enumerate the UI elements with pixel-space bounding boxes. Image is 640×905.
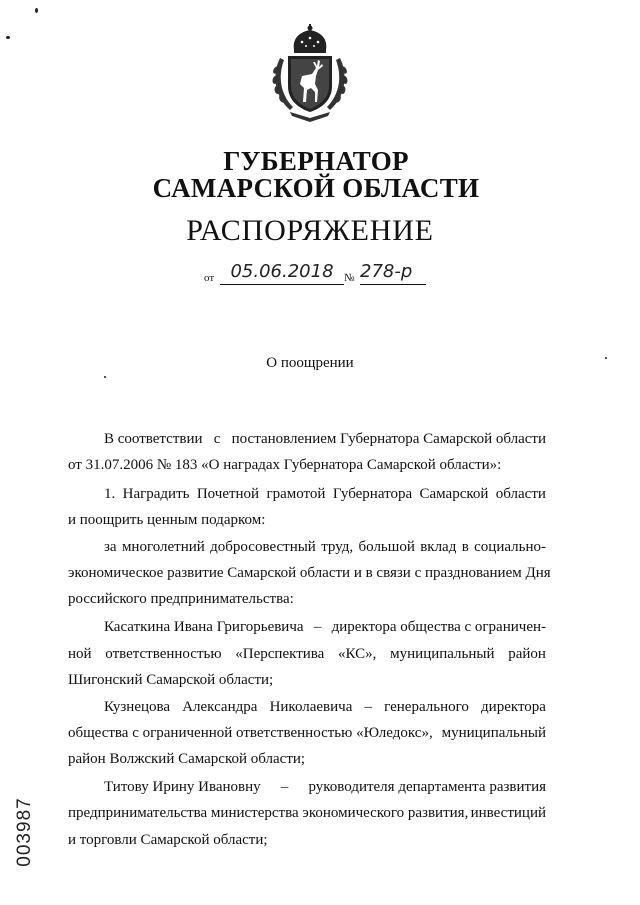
body-line	[104, 617, 546, 637]
text-fragment: Александра	[182, 699, 258, 715]
coat-of-arms-emblem	[266, 24, 354, 124]
text-fragment: –	[280, 779, 289, 795]
scan-speck	[104, 376, 106, 378]
text-fragment: –	[364, 699, 373, 715]
text-fragment: добросовестный	[210, 539, 316, 555]
text-fragment: Губернатора	[332, 486, 413, 502]
body-line: Шигонский Самарской области;	[68, 672, 274, 688]
text-fragment: общества с ограниченной ответственностью «Юледокс»,	[68, 725, 433, 741]
text-fragment: с	[213, 431, 221, 447]
scan-speck	[6, 36, 10, 39]
text-fragment: постановлением Губернатора Самарской области	[231, 431, 546, 447]
body-line	[104, 429, 546, 449]
body-line: и поощрить ценным подарком:	[68, 512, 266, 528]
text-fragment: директора общества с ограничен-	[331, 619, 546, 635]
document-type: РАСПОРЯЖЕНИЕ	[186, 214, 434, 247]
text-fragment: В соответствии	[104, 431, 203, 447]
body-line	[104, 537, 546, 557]
text-fragment: район	[508, 646, 546, 662]
text-fragment: за	[104, 539, 117, 555]
text-fragment: Касаткина Ивана Григорьевича	[104, 619, 304, 635]
text-fragment: муниципальный	[441, 725, 546, 741]
body-line: и торговли Самарской области;	[68, 832, 268, 848]
text-fragment: «Перспектива	[235, 646, 325, 662]
from-label: от	[204, 272, 215, 284]
text-fragment: Титову Ирину Ивановну	[104, 779, 261, 795]
header-title: ГУБЕРНАТОР	[223, 146, 409, 176]
text-fragment: инвестиций	[470, 805, 546, 821]
scan-speck	[35, 8, 38, 13]
text-fragment: ответственностью	[105, 646, 222, 662]
text-fragment: генерального	[384, 699, 469, 715]
text-fragment: ной	[68, 646, 92, 662]
body-line	[104, 484, 546, 504]
text-fragment: предпринимательства министерства экономического развития,	[68, 805, 469, 821]
text-fragment: в	[461, 539, 469, 555]
text-fragment: Кузнецова	[104, 699, 171, 715]
text-fragment: вклад	[420, 539, 457, 555]
text-fragment: муниципальный	[390, 646, 495, 662]
body-line: от 31.07.2006 № 183 «О наградах Губернатора Самарской области»:	[68, 457, 502, 473]
margin-registration-number	[8, 788, 38, 878]
text-fragment: 1.	[104, 486, 116, 502]
body-line	[68, 723, 546, 743]
text-fragment: «КС»,	[338, 646, 377, 662]
registration-number-text: 003987	[14, 797, 35, 867]
document-date: 05.06.2018	[220, 262, 344, 285]
body-line	[68, 803, 546, 823]
text-fragment: социально-	[474, 539, 546, 555]
text-fragment: Наградить	[122, 486, 190, 502]
text-fragment: Николаевича	[269, 699, 353, 715]
text-fragment: Почетной	[196, 486, 260, 502]
document-subject: О поощрении	[266, 355, 354, 371]
body-line	[104, 777, 546, 797]
text-fragment: грамотой	[266, 486, 326, 502]
body-line: экономическое развитие Самарской области и в связи с празднованием Дня	[68, 565, 551, 581]
body-line	[68, 644, 546, 664]
body-line: российского предпринимательства:	[68, 591, 294, 607]
document-number: 278-р	[360, 262, 426, 285]
text-fragment: труд,	[321, 539, 354, 555]
text-fragment: многолетний	[121, 539, 205, 555]
text-fragment: области	[495, 486, 546, 502]
body-line: район Волжский Самарской области;	[68, 751, 306, 767]
date-number-line	[204, 262, 434, 290]
text-fragment: Самарской	[419, 486, 489, 502]
text-fragment: директора	[481, 699, 546, 715]
header-subtitle: САМАРСКОЙ ОБЛАСТИ	[152, 173, 480, 203]
text-fragment: –	[313, 619, 322, 635]
number-label: №	[344, 272, 355, 284]
text-fragment: руководителя департамента развития	[308, 779, 546, 795]
body-line	[104, 697, 546, 717]
text-fragment: большой	[358, 539, 415, 555]
